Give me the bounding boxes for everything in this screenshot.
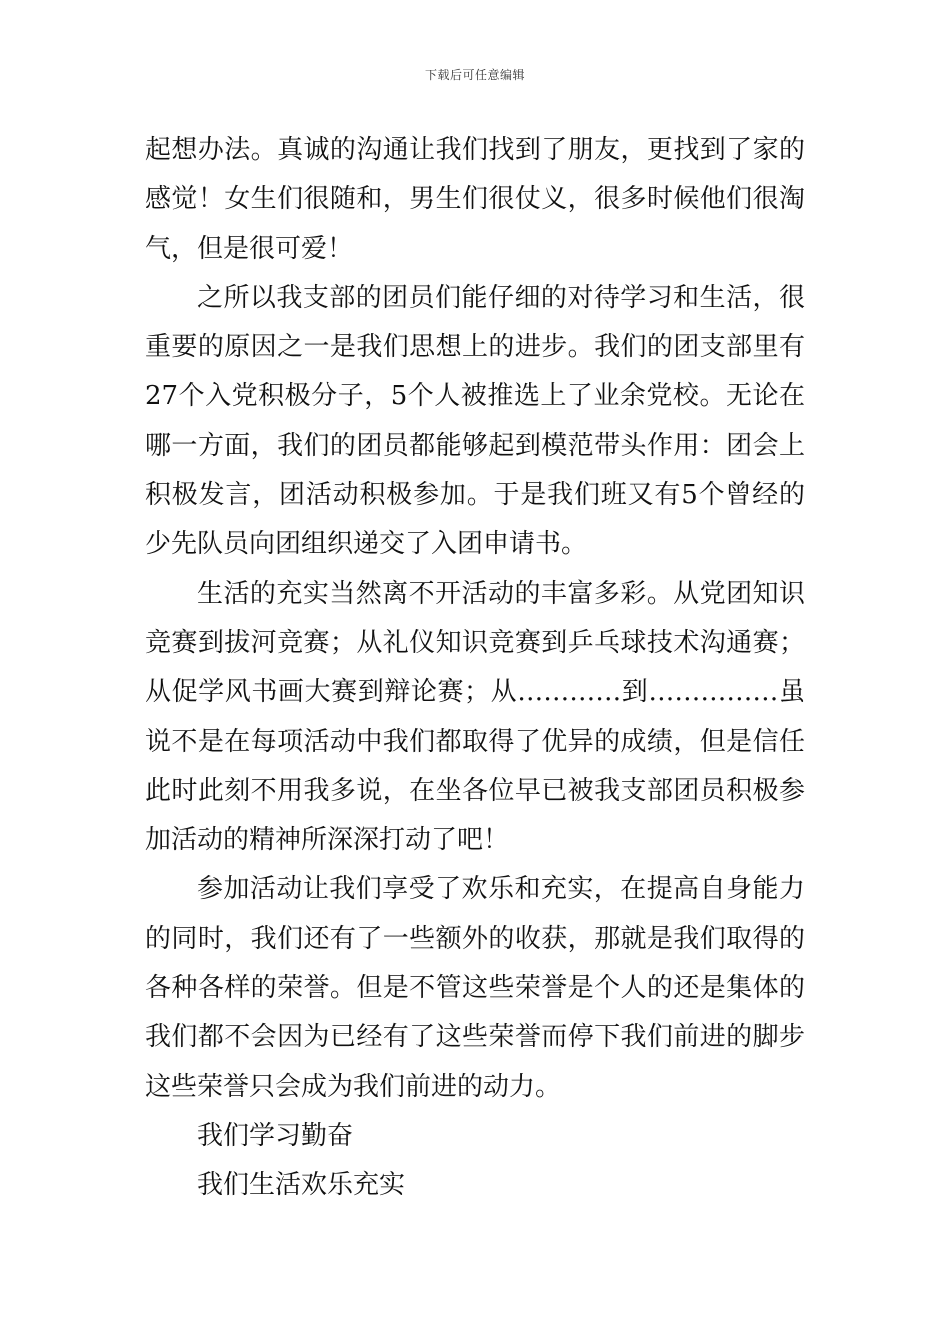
- paragraph-3: 生活的充实当然离不开活动的丰富多彩。从党团知识竞赛到拔河竞赛；从礼仪知识竞赛到乒乓球技术沟通赛；从促学风书画大赛到辩论赛；从…………到……………虽说不是在每项活动中我们都取得了优异的成绩，但是信任此时此刻不用我多说，在坐各位早已被我支部团员积极参加活动的精神所深深打动了吧！: [145, 578, 805, 856]
- paragraph-5: 我们学习勤奋: [197, 1120, 354, 1151]
- page-header: 下载后可任意编辑: [424, 68, 525, 82]
- paragraph-4: 参加活动让我们享受了欢乐和充实，在提高自身能力的同时，我们还有了一些额外的收获，那就是我们取得的各种各样的荣誉。但是不管这些荣誉是个人的还是集体的我们都不会因为已经有了这些荣誉而停下我们前进的脚步这些荣誉只会成为我们前进的动力。: [145, 874, 805, 1102]
- paragraph-2: 之所以我支部的团员们能仔细的对待学习和生活，很重要的原因之一是我们思想上的进步。我们的团支部里有27个入党积极分子，5个人被推选上了业余党校。无论在哪一方面，我们的团员都能够起到模范带头作用：团会上积极发言，团活动积极参加。于是我们班又有5个曾经的少先队员向团组织递交了入团申请书。: [145, 282, 805, 560]
- paragraph-1: 起想办法。真诚的沟通让我们找到了朋友，更找到了家的感觉！女生们很随和，男生们很仗义，很多时候他们很淘气，但是很可爱！: [145, 135, 805, 264]
- document-body: [145, 126, 805, 1211]
- paragraph-6: 我们生活欢乐充实: [197, 1170, 406, 1201]
